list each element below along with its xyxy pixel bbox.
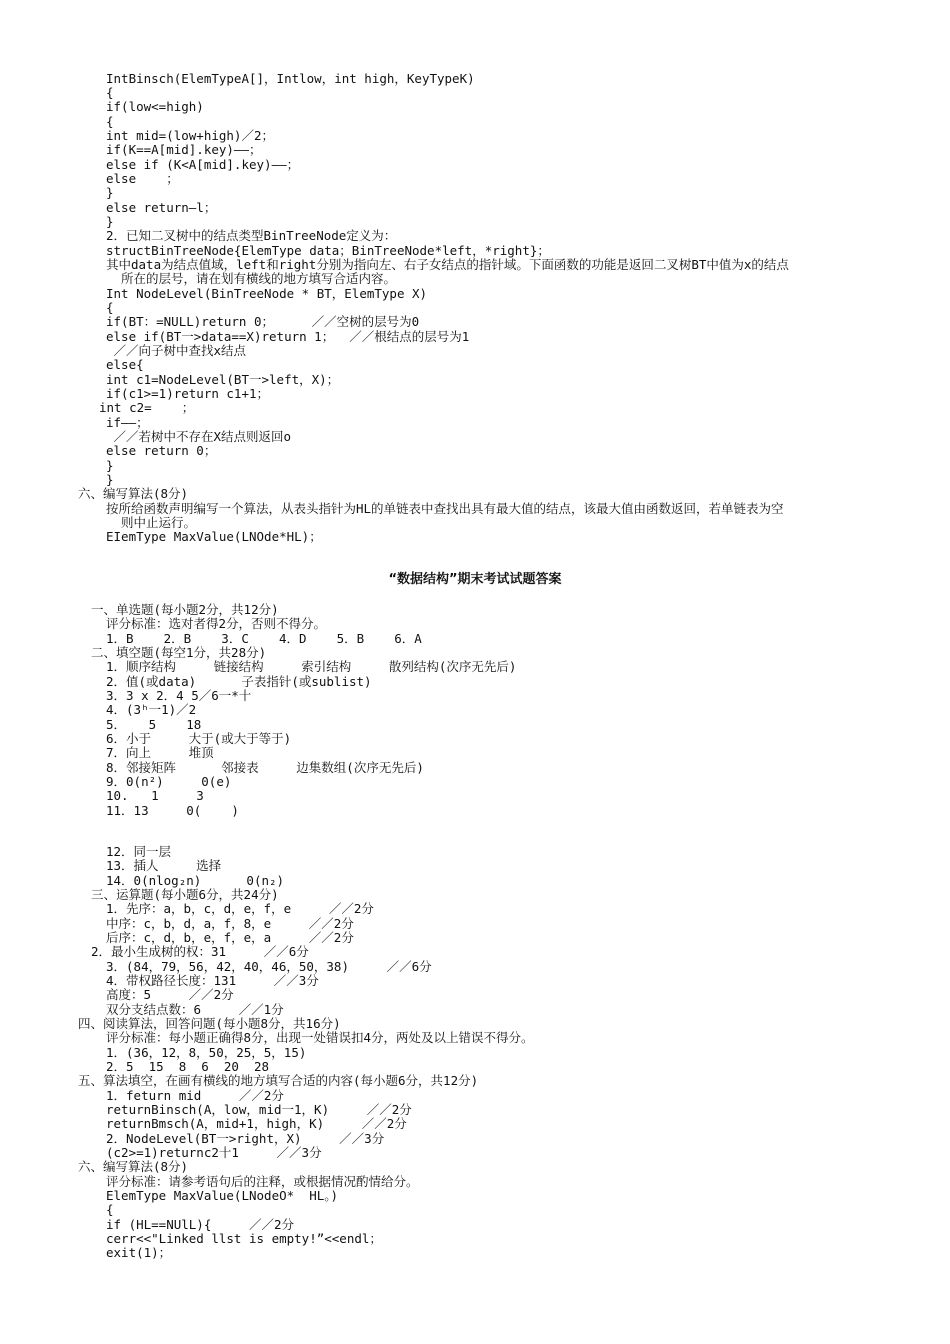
answer-line: 14．0(nlog₂n) 0(n₂) [106,873,285,888]
answer-line: 评分标准：请参考语句后的注释，或根据情况酌情给分。 [106,1174,419,1189]
code-line: exit(1)； [106,1245,172,1260]
answer-line: 2．值(或data) 子表指针(或sublist) [106,674,372,689]
answer-line: 9．0(n²) 0(e) [106,774,232,789]
answer-line: 中序：c，b，d，a，f，8，e ／／2分 [106,916,354,931]
answer-line: returnBinsch(A，low，mid一1，K) ／／2分 [106,1102,412,1117]
code-line: if(c1>=1)return c1+1； [106,386,270,401]
answers-title: “数据结构”期末考试试题答案 [388,572,562,587]
answer-line: 13．插人 选择 [106,858,222,873]
code-line: ElemType MaxValue(LNodeO* HL。) [106,1188,339,1203]
answer-line: 2．5 15 8 6 20 28 [106,1059,270,1074]
answer-line: 高度：5 ／／2分 [106,987,234,1002]
code-line: structBinTreeNode{ElemType data；BinTreeNode*left，*right}； [106,243,550,258]
code-line: ／／向子树中查找x结点 [106,343,247,358]
code-line: } [106,185,114,200]
answer-line: 7．向上 堆顶 [106,745,214,760]
code-line: if(BT：=NULL)return 0； ／／空树的层号为0 [106,314,420,329]
answer-line: 3．3 x 2．4 5／6一*十 [106,688,252,703]
answer-line: 评分标准：选对者得2分，否则不得分。 [106,616,327,631]
code-line: else return 0； [106,443,217,458]
answer-line: 评分标准：每小题正确得8分，出现一处错误扣4分，两处及以上错误不得分。 [106,1030,534,1045]
answer-line: 5． 5 18 [106,717,202,732]
question-text: 按所给函数声明编写一个算法，从表头指针为HL的单链表中查找出具有最大值的结点，该最大值由函数返回，若单链表为空 [106,501,784,516]
code-line: { [106,114,114,129]
answer-line: 双分支结点数：6 ／／1分 [106,1002,284,1017]
code-line: { [106,1202,114,1217]
answer-line: (c2>=1)returnc2十1 ／／3分 [106,1145,322,1160]
answer-line: 1．(36，12，8，50，25，5，15) [106,1045,307,1060]
answer-line: 后序：c，d，b，e，f，e，a ／／2分 [106,930,354,945]
answer-line: 8．邻接矩阵 邻接表 边集数组(次序无先后) [106,760,424,775]
answer-line: 6．小于 大于(或大于等于) [106,731,292,746]
answer-line: 2．最小生成树的权：31 ／／6分 [91,944,309,959]
section-heading: 四、阅读算法，回答问题(每小题8分，共16分) [78,1016,341,1031]
code-line: else if(BT一>data==X)return 1； ／／根结点的层号为1 [106,329,470,344]
section-heading: 三、运算题(每小题6分，共24分) [91,887,279,902]
section-heading: 六、编写算法(8分) [78,1159,189,1174]
code-line: { [106,300,114,315]
answer-line: returnBmsch(A，mid+1，high，K) ／／2分 [106,1116,407,1131]
code-line: if(low<=high) [106,99,204,114]
code-line: else if (K<A[mid].key)——； [106,157,300,172]
code-line: else{ [106,357,144,372]
code-line: else return—l； [106,200,217,215]
answer-line: 11．13 0( ) [106,803,239,818]
answer-line: 3．(84，79，56，42，40，46，50，38) ／／6分 [106,959,432,974]
code-line: } [106,458,114,473]
question-text: 则中止运行。 [106,515,197,530]
code-line: cerr<<"Linked llst is empty!”<<endl； [106,1231,382,1246]
question-text: 其中data为结点值域，left和right分别为指向左、右子女结点的指针域。下面函数的功能是返回二叉树BT中值为x的结点 [106,257,789,272]
code-line: Int NodeLevel(BinTreeNode * BT，ElemType X) [106,286,428,301]
question-text: 所在的层号，请在划有横线的地方填写合适内容。 [106,271,397,286]
code-line: int mid=(low+high)／2； [106,128,274,143]
answer-line: 1．feturn mid ／／2分 [106,1088,284,1103]
code-line: } [106,214,114,229]
code-line: int c1=NodeLevel(BT一>left，X)； [106,372,340,387]
code-line: EIemType MaxValue(LNOde*HL)； [106,529,322,544]
answer-line: 1．顺序结构 链接结构 索引结构 散列结构(次序无先后) [106,659,517,674]
section-heading: 五、算法填空，在画有横线的地方填写合适的内容(每小题6分，共12分) [78,1073,479,1088]
section-heading: 一、单选题(每小题2分，共12分) [91,602,279,617]
code-line: IntBinsch(ElemTypeA[]，Intlow，int high，KeyTypeK) [106,71,475,86]
answer-line: 2．NodeLevel(BT一>right，X) ／／3分 [106,1131,385,1146]
code-line: } [106,472,114,487]
code-line: else ； [106,171,179,186]
code-line: int c2= ； [99,400,195,415]
code-line: if(K==A[mid].key)——； [106,142,262,157]
code-line: if——； [106,415,149,430]
answer-line: 12．同一层 [106,844,172,859]
answer-line: 4．带权路径长度：131 ／／3分 [106,973,319,988]
code-line: ／／若树中不存在X结点则返回o [106,429,292,444]
code-line: if (HL==NUlL){ ／／2分 [106,1217,295,1232]
answer-line: 10. 1 3 [106,788,204,803]
answer-line: 1．B 2．B 3．C 4．D 5．B 6．A [106,631,422,646]
code-line: { [106,85,114,100]
answer-line: 1．先序：a，b，c，d，e，f，e ／／2分 [106,901,374,916]
section-heading: 六、编写算法(8分) [78,486,189,501]
section-heading: 二、填空题(每空1分，共28分) [91,645,267,660]
question-text: 2．已知二叉树中的结点类型BinTreeNode定义为： [106,228,397,243]
answer-line: 4．(3ʰ一1)／2 [106,702,197,717]
